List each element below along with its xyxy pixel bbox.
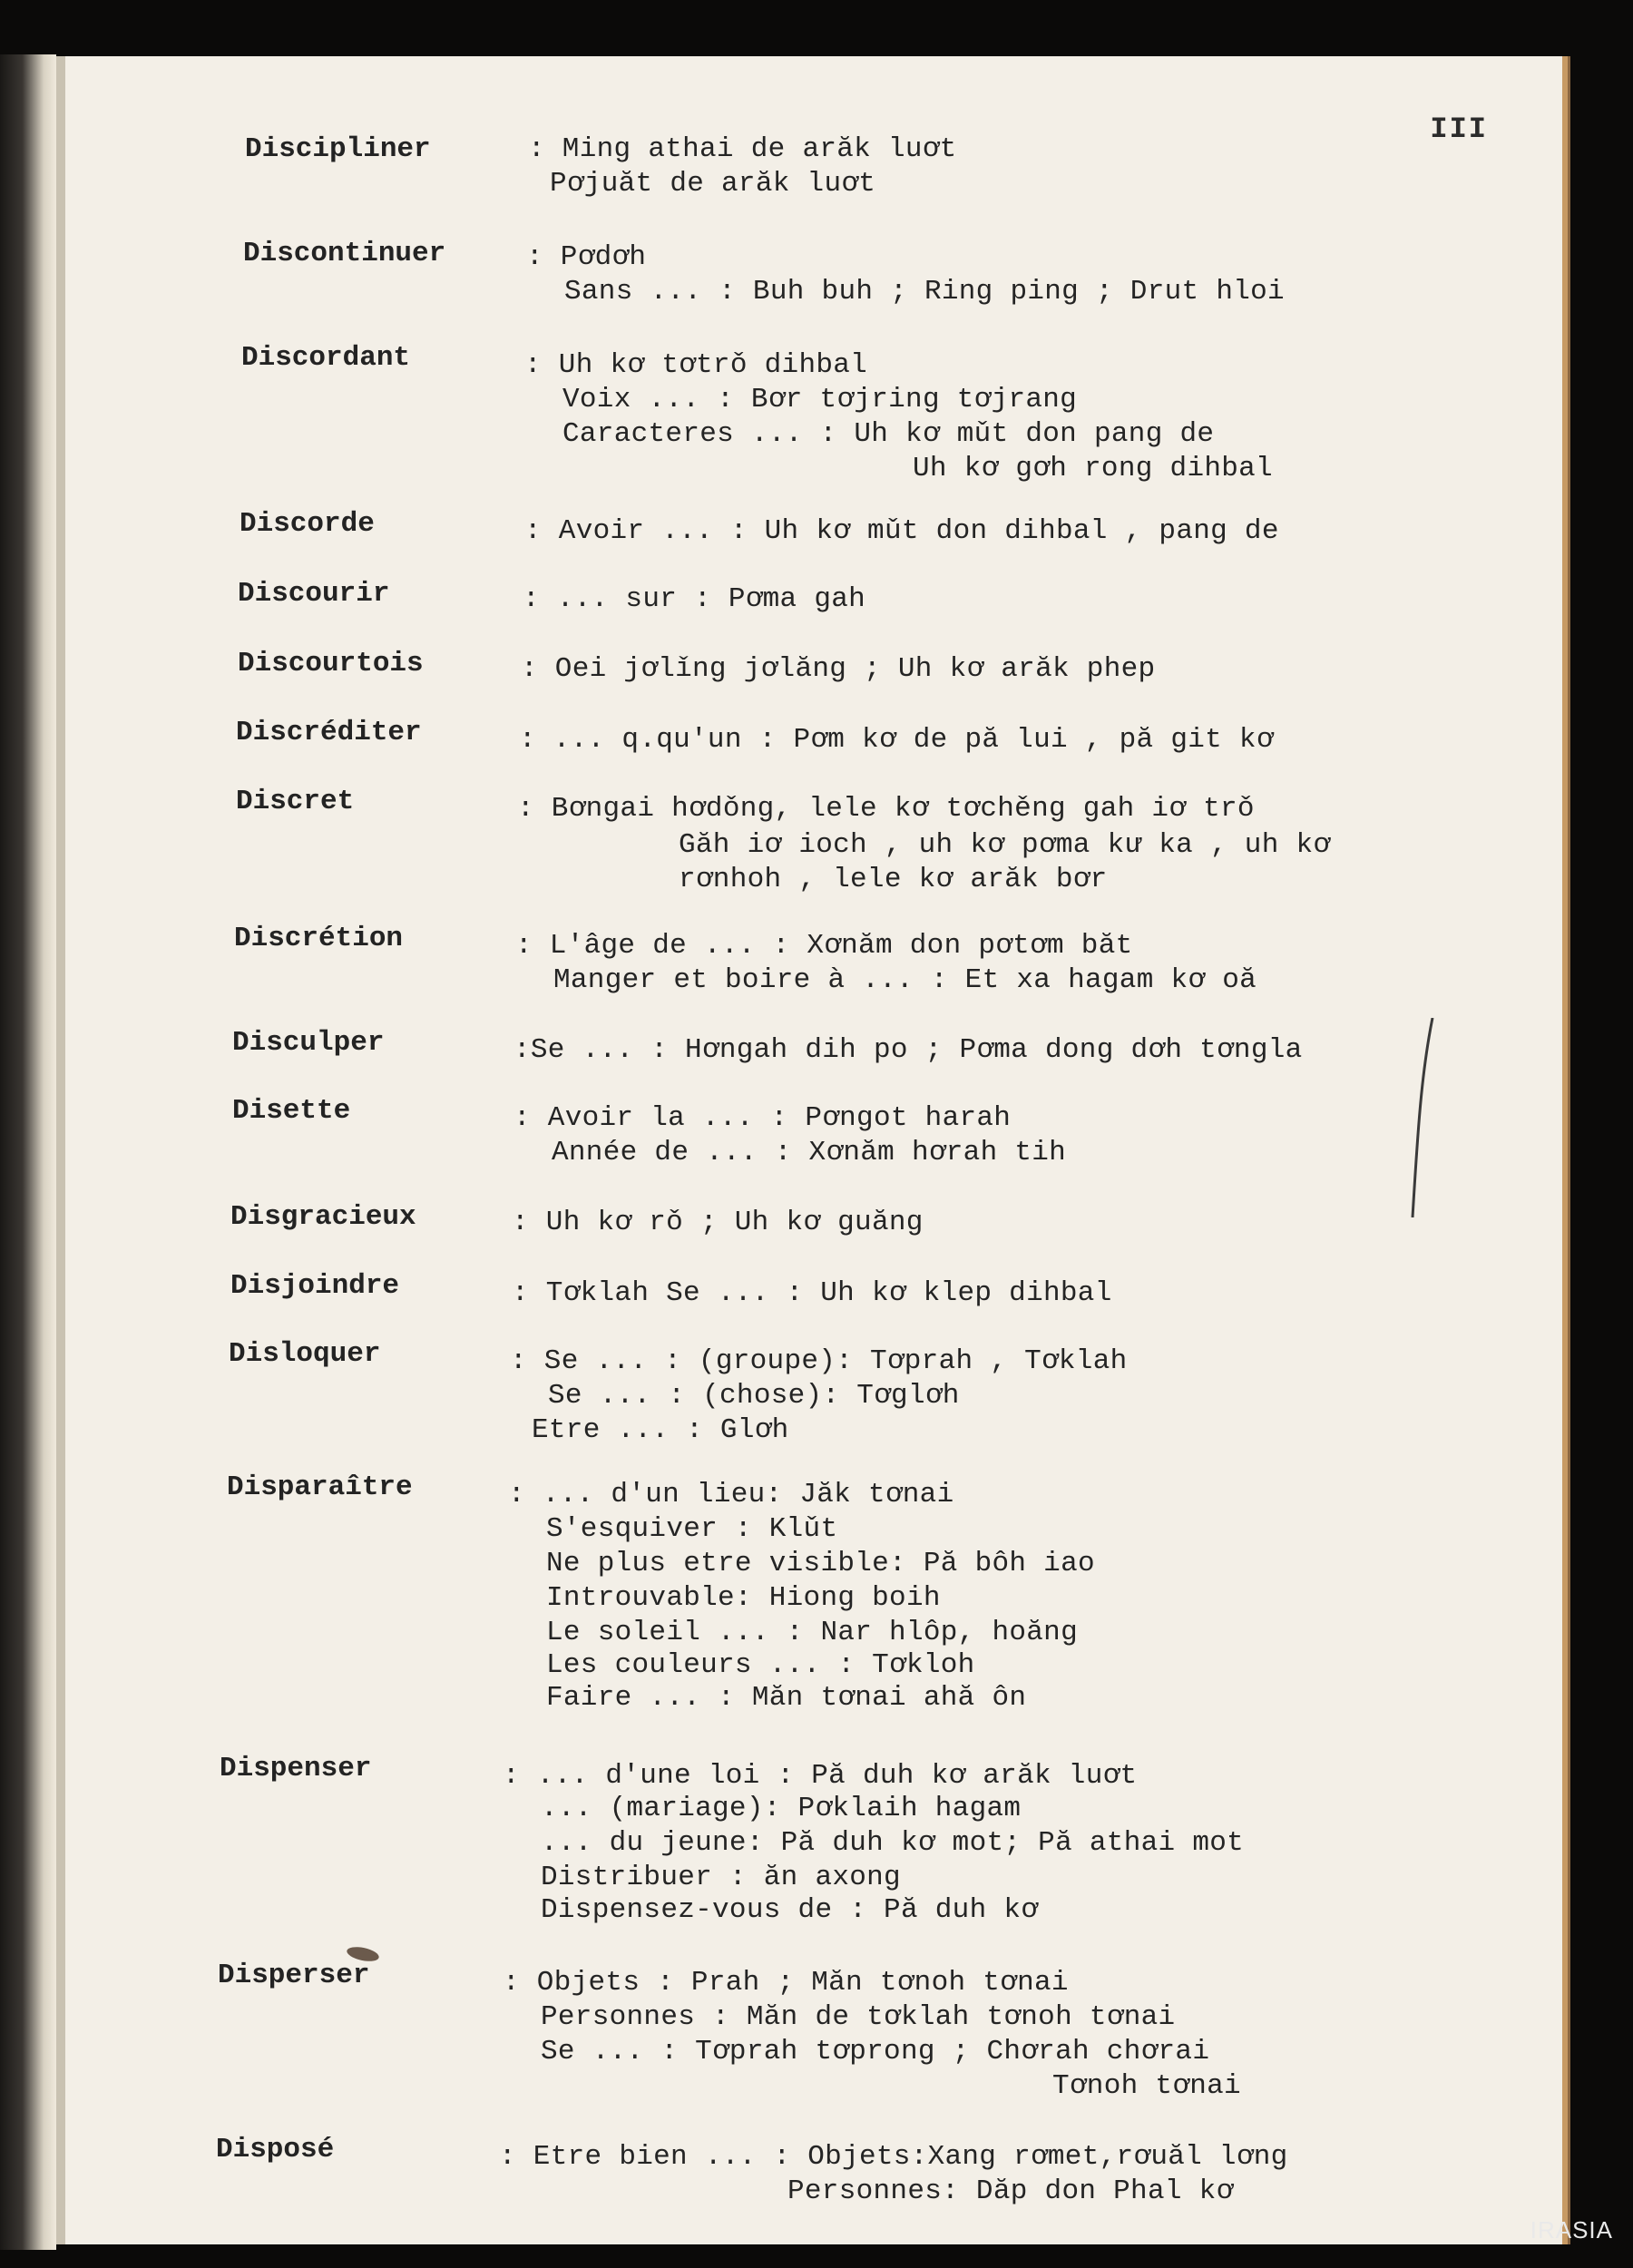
definition-line: : Uh kơ rǒ ; Uh kơ guăng bbox=[512, 1207, 924, 1238]
definition-line: Distribuer : ăn axong bbox=[541, 1862, 901, 1893]
definition-line: Uh kơ gơh rong dihbal bbox=[913, 453, 1273, 484]
definition-line: Se ... : Tơprah tơprong ; Chơrah chơrai bbox=[541, 2036, 1210, 2068]
definition-line: rơnhoh , lele kơ arăk bơr bbox=[679, 864, 1108, 895]
headword: Disperser bbox=[218, 1960, 370, 1991]
headword: Discret bbox=[236, 786, 355, 817]
definition-line: Caracteres ... : Uh kơ mǔt don pang de bbox=[562, 418, 1215, 450]
definition-line: : Avoir ... : Uh kơ mǔt don dihbal , pang de bbox=[524, 515, 1279, 547]
definition-line: Dispensez-vous de : Pă duh kơ bbox=[541, 1894, 1039, 1926]
headword: Disculper bbox=[232, 1027, 385, 1059]
definition-line: : Uh kơ tơtrǒ dihbal bbox=[524, 349, 868, 381]
definition-line: : Oei jơlǐng jơlăng ; Uh kơ arăk phep bbox=[521, 653, 1156, 685]
definition-line: Etre ... : Glơh bbox=[532, 1414, 789, 1446]
definition-line: :Se ... : Hơngah dih po ; Pơma dong dơh tơngla bbox=[513, 1034, 1303, 1066]
definition-line: : L'âge de ... : Xơnăm don pơtơm băt bbox=[515, 930, 1133, 962]
handwritten-pencil-mark bbox=[1385, 1018, 1449, 1217]
headword: Discourtois bbox=[238, 648, 424, 679]
definition-line: : Se ... : (groupe): Tơprah , Tơklah bbox=[510, 1345, 1128, 1377]
headword: Disposé bbox=[216, 2134, 335, 2165]
headword: Disloquer bbox=[229, 1338, 381, 1370]
definition-line: : ... d'une loi : Pă duh kơ arăk luơt bbox=[503, 1760, 1138, 1792]
definition-line: Sans ... : Buh buh ; Ring ping ; Drut hloi bbox=[564, 276, 1285, 308]
definition-line: Tơnoh tơnai bbox=[1052, 2070, 1241, 2102]
definition-line: : Tơklah Se ... : Uh kơ klep dihbal bbox=[512, 1277, 1112, 1309]
definition-line: S'esquiver : Klǔt bbox=[546, 1513, 838, 1545]
headword: Discréditer bbox=[236, 717, 422, 748]
definition-line: Pơjuăt de arăk luơt bbox=[550, 168, 876, 200]
definition-line: ... du jeune: Pă duh kơ mot; Pă athai mot bbox=[541, 1827, 1245, 1859]
definition-line: Le soleil ... : Nar hlôp, hoăng bbox=[546, 1617, 1078, 1648]
definition-line: : Objets : Prah ; Măn tơnoh tơnai bbox=[503, 1967, 1069, 1999]
headword: Disjoindre bbox=[230, 1270, 400, 1302]
definition-line: Année de ... : Xơnăm hơrah tih bbox=[552, 1137, 1067, 1168]
watermark: IRASIA bbox=[1530, 2216, 1613, 2244]
page-edge bbox=[56, 56, 65, 2244]
definition-line: : ... d'un lieu: Jăk tơnai bbox=[508, 1479, 954, 1510]
definition-line: : Pơdơh bbox=[526, 241, 647, 273]
headword: Disette bbox=[232, 1095, 351, 1127]
headword: Disgracieux bbox=[230, 1201, 416, 1233]
headword: Discorde bbox=[240, 508, 375, 540]
definition-line: Faire ... : Măn tơnai ahă ôn bbox=[546, 1682, 1027, 1714]
definition-line: Găh iơ ioch , uh kơ pơma kư ka , uh kơ bbox=[679, 829, 1331, 861]
definition-line: ... (mariage): Pơklaih hagam bbox=[541, 1793, 1022, 1824]
definition-line: : ... q.qu'un : Pơm kơ de pă lui , pă git kơ bbox=[519, 724, 1274, 756]
definition-line: Les couleurs ... : Tơkloh bbox=[546, 1649, 975, 1681]
headword: Discrétion bbox=[234, 923, 404, 954]
headword: Discipliner bbox=[245, 133, 431, 165]
definition-line: Introuvable: Hiong boih bbox=[546, 1582, 941, 1614]
definition-line: : Etre bien ... : Objets:Xang rơmet,rơuăl lơng bbox=[499, 2141, 1288, 2173]
headword: Discordant bbox=[241, 342, 411, 374]
definition-line: Personnes : Măn de tơklah tơnoh tơnai bbox=[541, 2001, 1176, 2033]
page-number: III bbox=[1430, 112, 1488, 146]
definition-line: Ne plus etre visible: Pă bôh iao bbox=[546, 1548, 1095, 1579]
definition-line: Manger et boire à ... : Et xa hagam kơ oă bbox=[553, 964, 1257, 996]
book-binding bbox=[0, 54, 56, 2250]
definition-line: Se ... : (chose): Tơglơh bbox=[548, 1380, 960, 1412]
headword: Dispenser bbox=[220, 1753, 372, 1784]
definition-line: : Avoir la ... : Pơngot harah bbox=[513, 1102, 1012, 1134]
headword: Discontinuer bbox=[243, 238, 446, 269]
definition-line: : Bơngai hơdǒng, lele kơ tơchěng gah iơ trǒ bbox=[517, 793, 1255, 825]
definition-line: Personnes: Dăp don Phal kơ bbox=[787, 2175, 1234, 2207]
definition-line: : Ming athai de arăk luơt bbox=[528, 133, 957, 165]
definition-line: Voix ... : Bơr tơjring tơjrang bbox=[562, 384, 1078, 415]
headword: Discourir bbox=[238, 578, 390, 610]
headword: Disparaître bbox=[227, 1471, 413, 1503]
dictionary-page bbox=[65, 56, 1568, 2244]
definition-line: : ... sur : Pơma gah bbox=[523, 583, 866, 615]
